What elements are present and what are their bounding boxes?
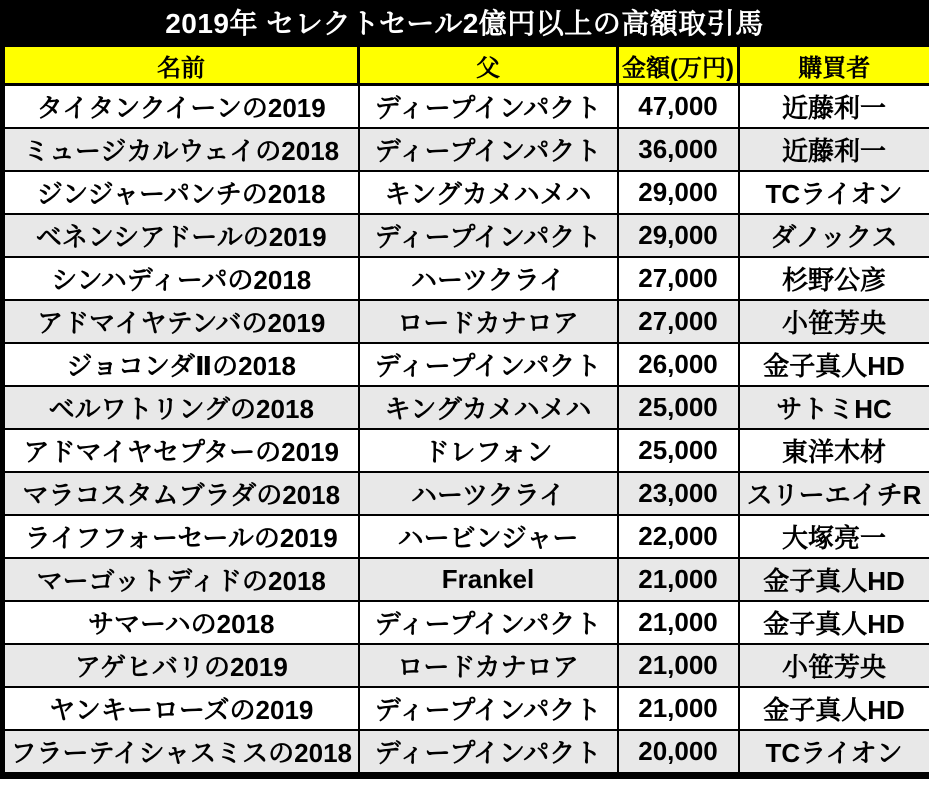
cell-sire: ハーツクライ	[359, 472, 618, 515]
cell-buyer: TCライオン	[739, 730, 929, 776]
cell-sire: ロードカナロア	[359, 300, 618, 343]
cell-buyer: スリーエイチR	[739, 472, 929, 515]
cell-buyer: TCライオン	[739, 171, 929, 214]
cell-sire: ドレフォン	[359, 429, 618, 472]
cell-buyer: 金子真人HD	[739, 558, 929, 601]
cell-amount: 25,000	[618, 429, 739, 472]
cell-name: ベネンシアドールの2019	[3, 214, 359, 257]
cell-buyer: 近藤利一	[739, 128, 929, 171]
cell-amount: 36,000	[618, 128, 739, 171]
cell-amount: 29,000	[618, 214, 739, 257]
table-row	[3, 214, 929, 257]
cell-name: マーゴットディドの2018	[3, 558, 359, 601]
table-body	[3, 85, 929, 776]
cell-name: マラコスタムブラダの2018	[3, 472, 359, 515]
table-row	[3, 128, 929, 171]
column-header-name: 名前	[3, 47, 359, 85]
column-header-buyer: 購買者	[739, 47, 929, 85]
column-header-sire: 父	[359, 47, 618, 85]
table-row	[3, 171, 929, 214]
cell-name: ベルワトリングの2018	[3, 386, 359, 429]
cell-name: ジョコンダⅡの2018	[3, 343, 359, 386]
table-row	[3, 472, 929, 515]
cell-buyer: 近藤利一	[739, 85, 929, 129]
cell-amount: 23,000	[618, 472, 739, 515]
table-row	[3, 343, 929, 386]
cell-sire: ディープインパクト	[359, 730, 618, 776]
cell-buyer: サトミHC	[739, 386, 929, 429]
sale-table	[0, 47, 929, 779]
cell-sire: ディープインパクト	[359, 687, 618, 730]
page-title	[0, 0, 929, 47]
cell-amount: 27,000	[618, 300, 739, 343]
cell-sire: ハーツクライ	[359, 257, 618, 300]
cell-name: ミュージカルウェイの2018	[3, 128, 359, 171]
cell-name: タイタンクイーンの2019	[3, 85, 359, 129]
cell-amount: 47,000	[618, 85, 739, 129]
cell-sire: キングカメハメハ	[359, 171, 618, 214]
cell-amount: 25,000	[618, 386, 739, 429]
cell-buyer: 金子真人HD	[739, 687, 929, 730]
cell-sire: ハービンジャー	[359, 515, 618, 558]
cell-amount: 21,000	[618, 558, 739, 601]
cell-sire: ディープインパクト	[359, 214, 618, 257]
cell-name: フラーテイシャスミスの2018	[3, 730, 359, 776]
table-row	[3, 730, 929, 776]
cell-sire: キングカメハメハ	[359, 386, 618, 429]
cell-amount: 22,000	[618, 515, 739, 558]
cell-name: ヤンキーローズの2019	[3, 687, 359, 730]
cell-buyer: 小笹芳央	[739, 644, 929, 687]
header-row	[3, 47, 929, 85]
cell-buyer: 大塚亮一	[739, 515, 929, 558]
cell-buyer: ダノックス	[739, 214, 929, 257]
cell-sire: ディープインパクト	[359, 85, 618, 129]
cell-buyer: 杉野公彦	[739, 257, 929, 300]
cell-amount: 20,000	[618, 730, 739, 776]
cell-buyer: 金子真人HD	[739, 343, 929, 386]
table-row	[3, 601, 929, 644]
table-row	[3, 687, 929, 730]
cell-buyer: 東洋木材	[739, 429, 929, 472]
cell-name: アドマイヤセプターの2019	[3, 429, 359, 472]
table-row	[3, 85, 929, 129]
cell-name: ライフフォーセールの2019	[3, 515, 359, 558]
table-row	[3, 515, 929, 558]
cell-buyer: 小笹芳央	[739, 300, 929, 343]
table-row	[3, 558, 929, 601]
table-row	[3, 386, 929, 429]
cell-buyer: 金子真人HD	[739, 601, 929, 644]
cell-name: シンハディーパの2018	[3, 257, 359, 300]
column-header-amount: 金額(万円)	[618, 47, 739, 85]
cell-amount: 26,000	[618, 343, 739, 386]
table-row	[3, 257, 929, 300]
page-title-text: 2019年 セレクトセール2億円以上の高額取引馬	[165, 7, 764, 39]
cell-name: アゲヒバリの2019	[3, 644, 359, 687]
cell-sire: ディープインパクト	[359, 343, 618, 386]
table-row	[3, 644, 929, 687]
cell-amount: 21,000	[618, 601, 739, 644]
cell-sire: ディープインパクト	[359, 128, 618, 171]
cell-sire: Frankel	[359, 558, 618, 601]
table-header	[3, 47, 929, 85]
table-row	[3, 429, 929, 472]
cell-amount: 29,000	[618, 171, 739, 214]
cell-name: ジンジャーパンチの2018	[3, 171, 359, 214]
cell-name: アドマイヤテンバの2019	[3, 300, 359, 343]
cell-sire: ロードカナロア	[359, 644, 618, 687]
cell-sire: ディープインパクト	[359, 601, 618, 644]
cell-amount: 27,000	[618, 257, 739, 300]
cell-name: サマーハの2018	[3, 601, 359, 644]
cell-amount: 21,000	[618, 687, 739, 730]
cell-amount: 21,000	[618, 644, 739, 687]
table-row	[3, 300, 929, 343]
